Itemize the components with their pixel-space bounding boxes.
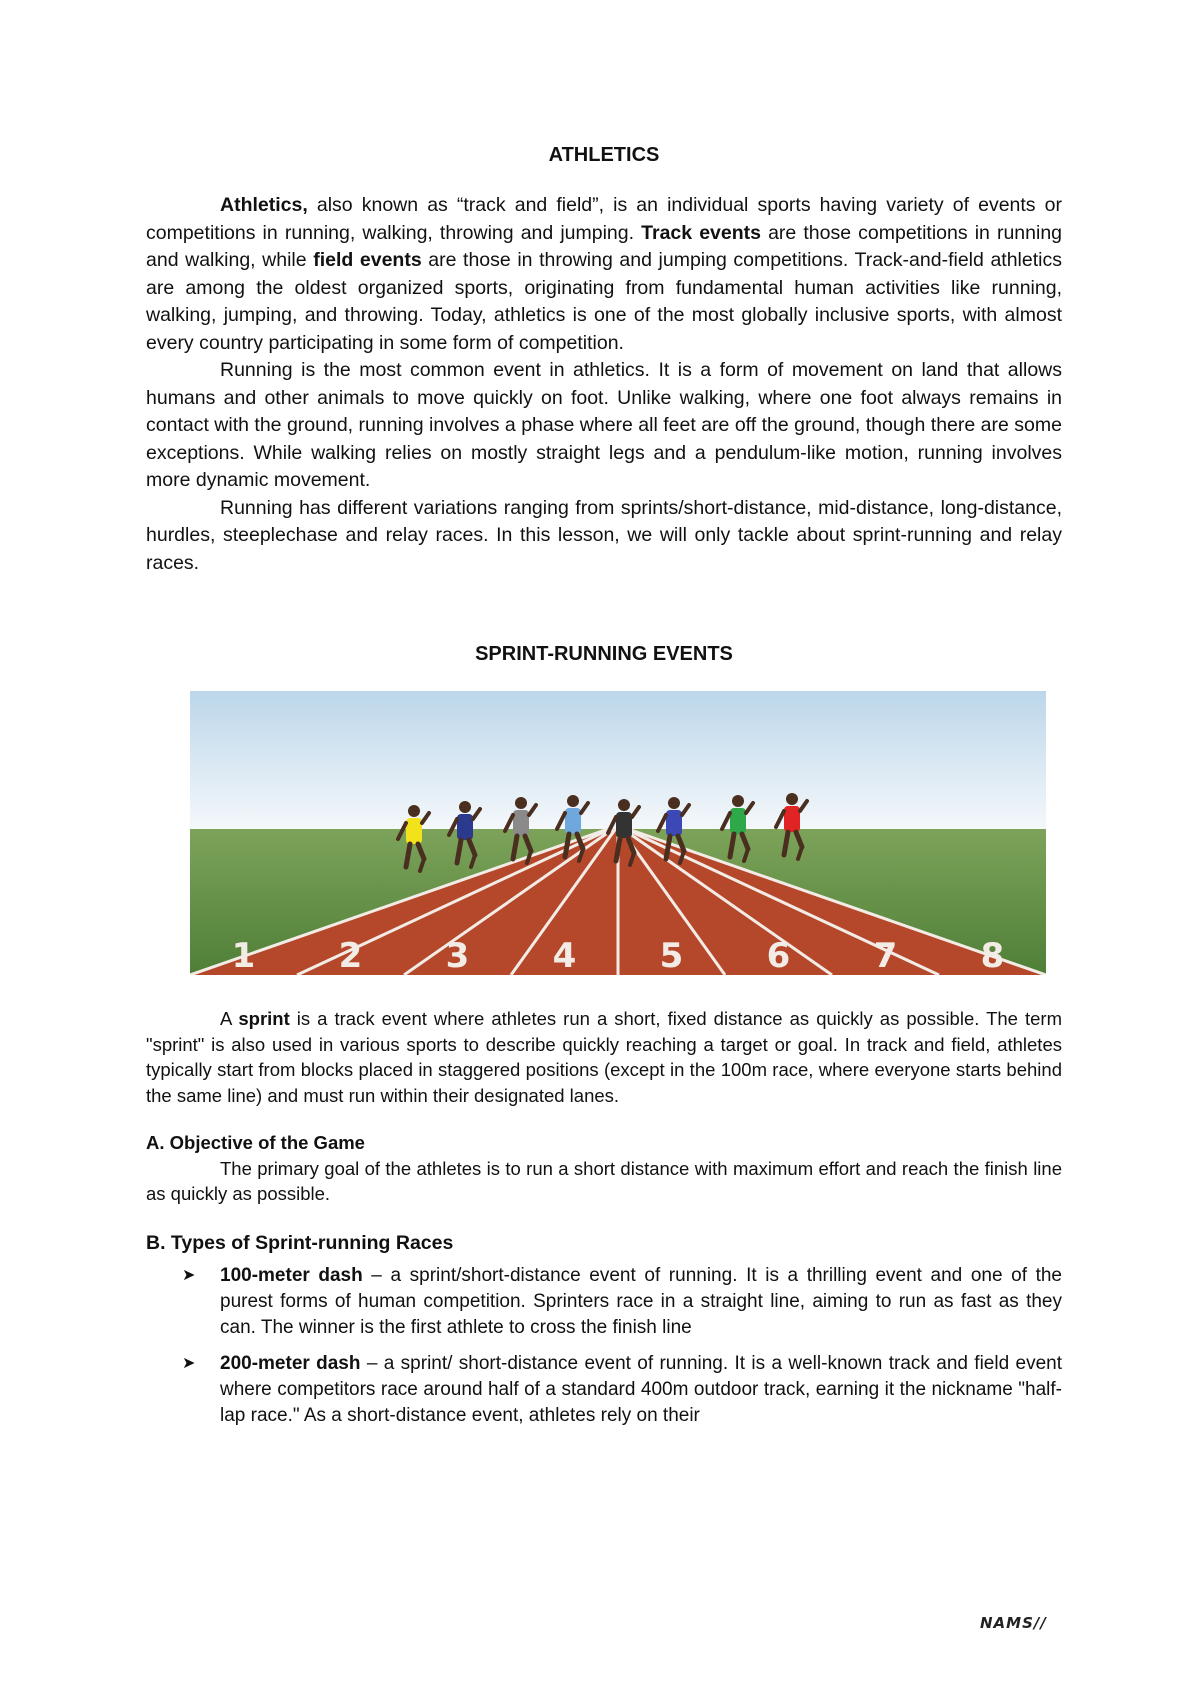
term-200m: 200-meter dash bbox=[220, 1352, 361, 1374]
lane-number: 6 bbox=[766, 936, 791, 975]
term-athletics: Athletics, bbox=[220, 194, 308, 216]
author-signature: NAMS// bbox=[980, 1614, 1047, 1632]
objective-body: The primary goal of the athletes is to run a short distance with maximum effort and reach the finish line as quickly as possible. bbox=[146, 1157, 1062, 1204]
running-paragraph: Running is the most common event in athletics. It is a form of movement on land that allows humans and other animals to move quickly on foot. Unlike walking, where one foot always remains in contact with the ground, running involves a phase where all feet are off the ground, though there are some exceptions. While walking relies on mostly straight legs and a pendulum-like motion, running involves more dynamic movement. bbox=[146, 359, 1062, 491]
lane-number: 8 bbox=[980, 936, 1005, 975]
lane-number: 5 bbox=[659, 936, 684, 975]
page-title: ATHLETICS bbox=[548, 144, 660, 166]
types-heading: B. Types of Sprint-running Races bbox=[146, 1231, 454, 1254]
list-item: ➤ 200-meter dash – a sprint/ short-distance event of running. It is a well-known track and field event where competitors race around half of a standard 400m outdoor track, earning it the nickname "half-lap race." As a short-distance event, athletes rely on their bbox=[182, 1352, 1062, 1426]
sprint-types-list bbox=[146, 1263, 1062, 1429]
lane-number: 7 bbox=[873, 936, 898, 975]
lane-number: 4 bbox=[552, 936, 577, 975]
spacer bbox=[146, 170, 1062, 192]
arrow-bullet-icon: ➤ bbox=[182, 1266, 196, 1284]
list-item: ➤ 100-meter dash – a sprint/short-distance event of running. It is a thrilling event and one of the purest forms of human competition. Sprinters race in a straight line, aiming to run as fast as they can. The winner is the first athlete to cross the finish line bbox=[182, 1264, 1062, 1338]
section-title-sprint: SPRINT-RUNNING EVENTS bbox=[475, 643, 733, 665]
term-100m: 100-meter dash bbox=[220, 1264, 363, 1286]
document-page bbox=[146, 140, 1062, 1439]
intro-paragraph: Athletics, also known as “track and field”, is an individual sports having variety of events or competitions in running, walking, throwing and jumping. Track events are those competitions in running and walking, while field events are those in throwing and jumping competitions. Track-and-field athletics are among the oldest organized sports, originating from fundamental human activities like running, walking, jumping, and throwing. Today, athletics is one of the most globally inclusive sports, with almost every country participating in some form of competition. bbox=[146, 194, 1063, 354]
variations-paragraph: Running has different variations ranging from sprints/short-distance, mid-distance, long-distance, hurdles, steeplechase and relay races. In this lesson, we will only tackle about sprint-running and relay races. bbox=[146, 496, 1062, 574]
sprint-definition-paragraph: A sprint is a track event where athletes run a short, fixed distance as quickly as possible. The term "sprint" is also used in various sports to describe quickly reaching a target or goal. In track and field, athletes typically start from blocks placed in staggered positions (except in the 100m race, where everyone starts behind the same line) and must run within their designated lanes. bbox=[146, 1008, 1062, 1106]
objective-heading: A. Objective of the Game bbox=[146, 1132, 365, 1153]
sprint-content bbox=[146, 980, 1062, 1429]
lane-number: 1 bbox=[231, 936, 256, 975]
lane-number: 2 bbox=[338, 936, 363, 975]
lane-number: 3 bbox=[445, 936, 470, 975]
spacer bbox=[146, 577, 1062, 639]
term-sprint: sprint bbox=[238, 1008, 290, 1029]
term-field-events: field events bbox=[313, 249, 422, 271]
sprint-track-illustration bbox=[190, 691, 1046, 975]
arrow-bullet-icon: ➤ bbox=[182, 1354, 196, 1372]
term-track-events: Track events bbox=[641, 221, 761, 244]
sky bbox=[190, 691, 1046, 829]
